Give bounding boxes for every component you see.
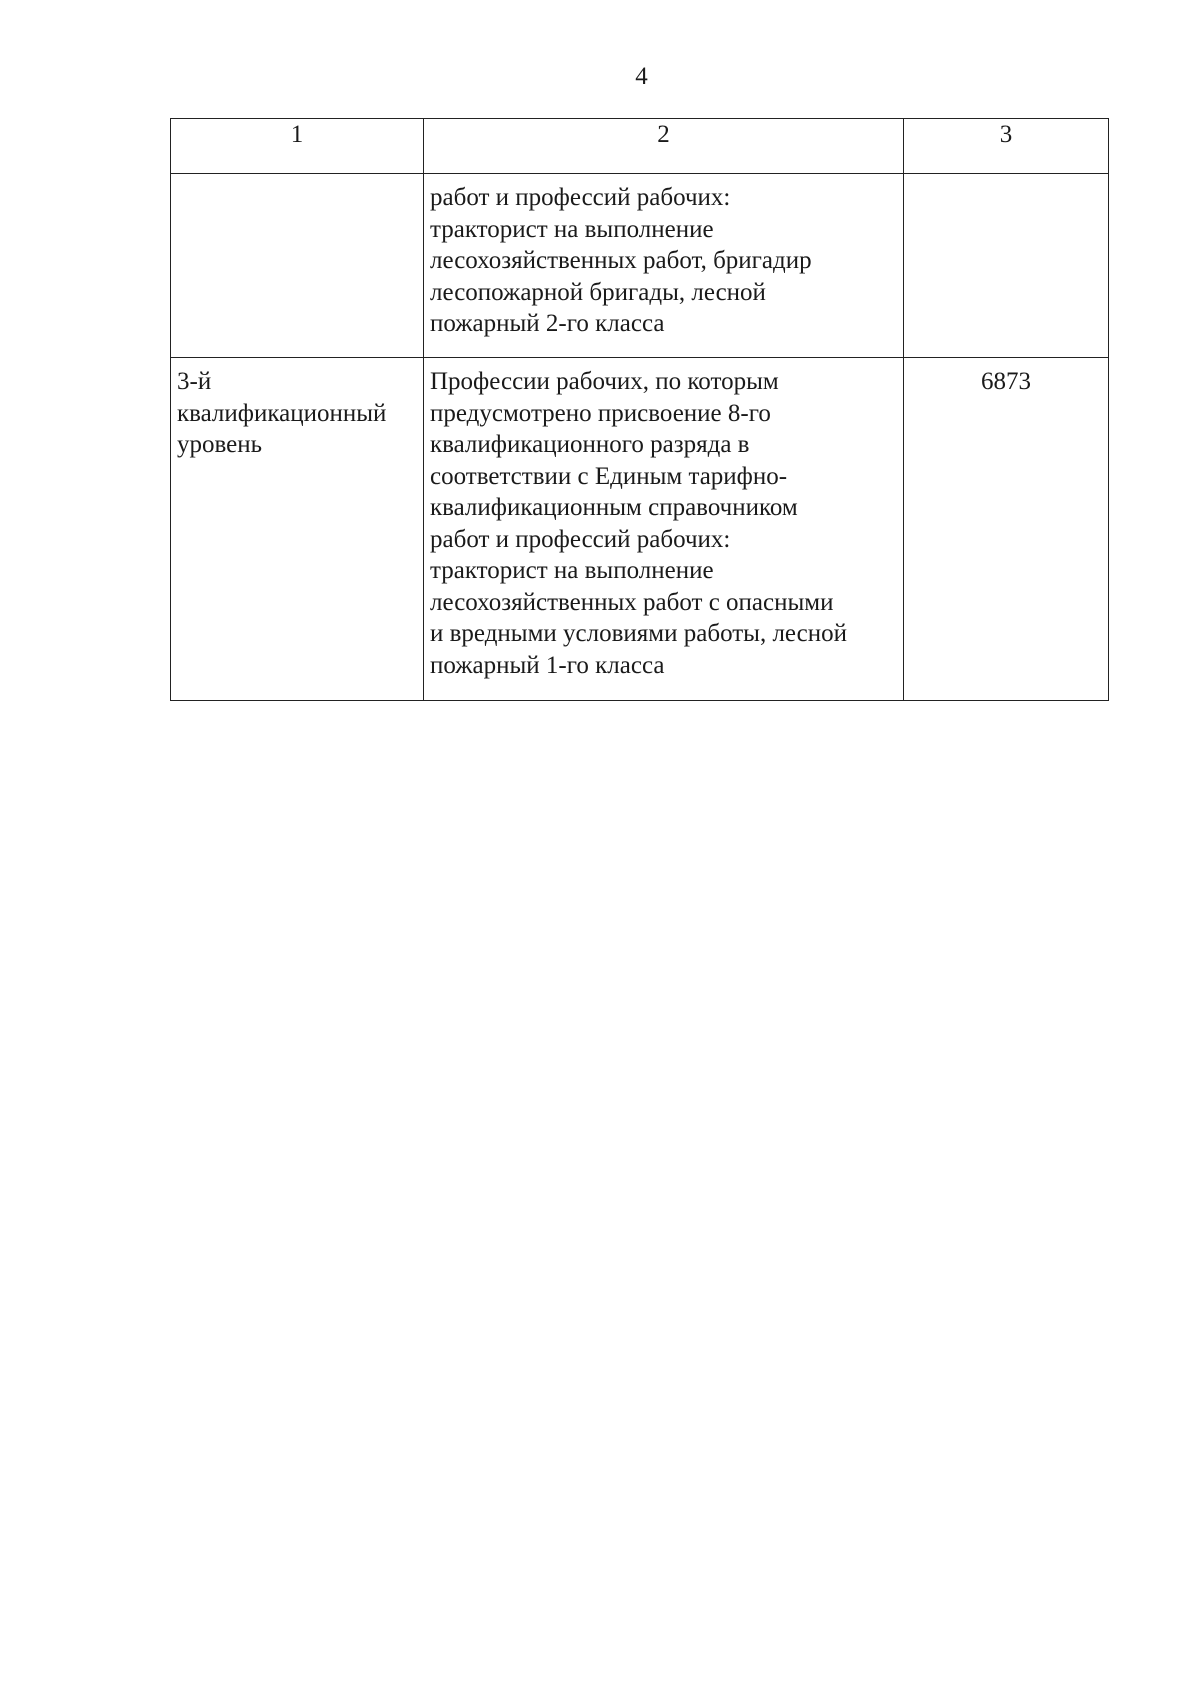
column-header-2: 2	[424, 119, 904, 174]
description-cell	[424, 174, 904, 358]
table-row	[171, 358, 1109, 701]
table-header-row	[171, 119, 1109, 174]
column-header-3: 3	[904, 119, 1109, 174]
salary-value	[904, 174, 1108, 182]
level-cell	[171, 174, 424, 358]
description-text: Профессии рабочих, по которым предусмотрено присвоение 8-го квалификационного разряда в соответствии с Единым тарифно- квалификационным справочником работ и профессий рабочих: тракторист на выполнение лесохозяйственных работ с опасными и вредными условиями работы, лесной пожарный 1-го класса	[430, 368, 848, 679]
description-cell	[424, 358, 904, 701]
column-header-1: 1	[171, 119, 424, 174]
page-number: 4	[635, 63, 648, 90]
salary-cell	[904, 174, 1109, 358]
level-text	[171, 174, 423, 182]
level-cell	[171, 358, 424, 701]
salary-cell	[904, 358, 1109, 701]
description-text: работ и профессий рабочих: тракторист на выполнение лесохозяйственных работ, бригадир лесопожарной бригады, лесной пожарный 2-го класса	[430, 184, 812, 337]
table-row	[171, 174, 1109, 358]
qualification-table	[170, 118, 1109, 701]
salary-value: 6873	[981, 368, 1031, 395]
level-text: 3-й квалификационный уровень	[177, 368, 387, 458]
